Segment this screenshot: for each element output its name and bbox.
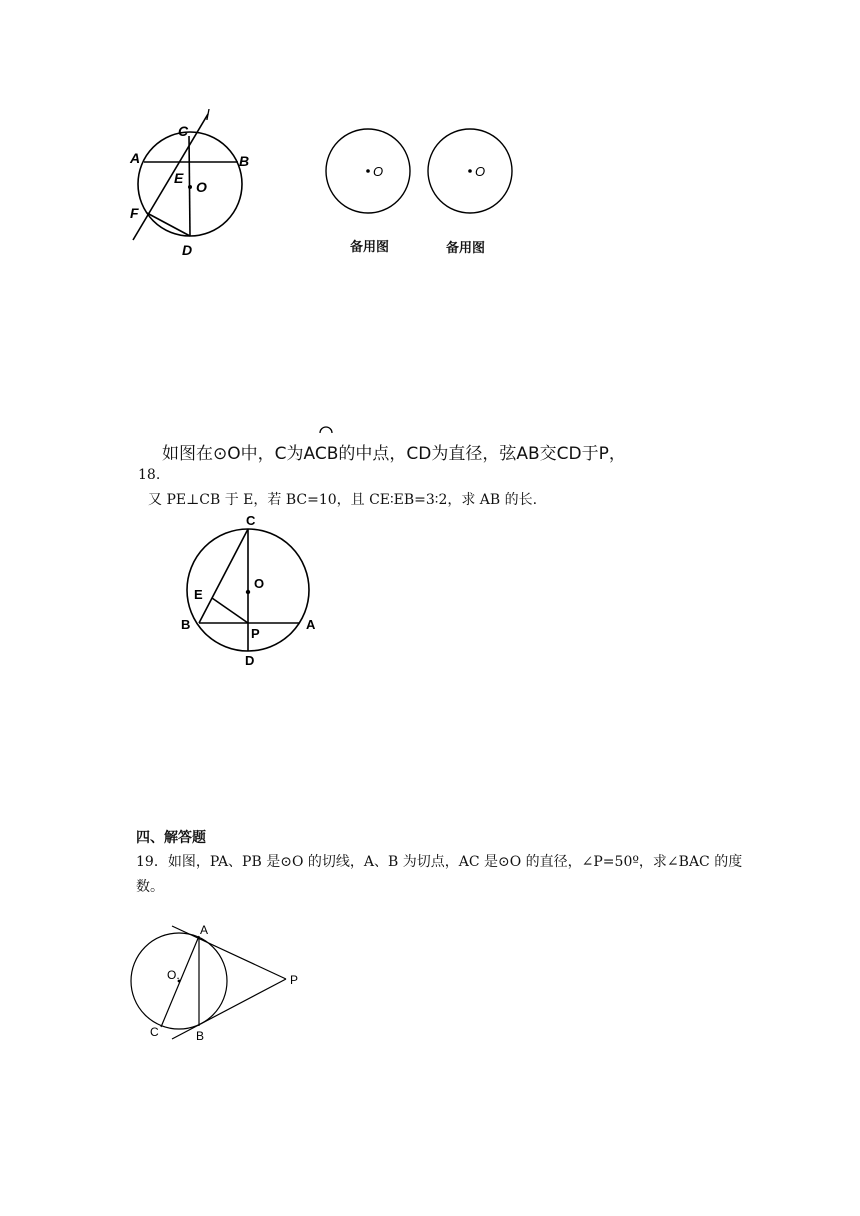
spare-caption-1: 备用图 — [350, 240, 390, 255]
center-dot — [188, 185, 192, 189]
q18-label-c: C — [246, 513, 256, 528]
q18-intro: 如图在⊙O中，C为ACB的中点，CD为直径，弦AB交CD于P， — [162, 444, 626, 464]
q18-label-b: B — [181, 617, 191, 632]
arc-mark-icon — [318, 423, 334, 435]
tangent-pb — [172, 979, 286, 1039]
label-a: A — [130, 150, 141, 166]
q19-label-a: A — [200, 923, 209, 937]
q19-text-line1: 19．如图，PA、PB 是⊙O 的切线，A、B 为切点，AC 是⊙O 的直径，∠P=50º，求∠BAC 的度 — [136, 854, 743, 870]
q18-label-d: D — [245, 653, 255, 668]
label-b: B — [239, 153, 250, 169]
section-heading: 四、解答题 — [136, 830, 206, 846]
q18-center-dot — [246, 590, 250, 594]
spare-figure-1 — [320, 128, 420, 218]
q19-label-p: P — [290, 973, 299, 987]
spare-center-label-1: O — [373, 164, 384, 179]
q18-label-a: A — [306, 617, 316, 632]
figure-q19 — [126, 920, 306, 1048]
q18-segment-pe — [212, 598, 248, 623]
spare-caption-2: 备用图 — [446, 241, 486, 256]
figure-circle-line-l — [120, 100, 260, 265]
label-l: l — [206, 107, 210, 124]
line-l — [133, 114, 208, 240]
q18-chord-bc — [199, 529, 248, 623]
label-c: C — [178, 123, 189, 139]
label-e: E — [174, 170, 184, 186]
label-f: F — [130, 205, 139, 221]
spare-figure-2 — [424, 128, 524, 218]
q19-text-line2: 数。 — [136, 879, 164, 895]
q18-number: 18. — [138, 467, 161, 483]
q18-condition: 又 PE⊥CB 于 E，若 BC=10，且 CE∶EB=3∶2，求 AB 的长. — [148, 492, 538, 508]
q19-label-o: O. — [167, 968, 180, 982]
q18-label-o: O — [254, 576, 265, 591]
label-d: D — [182, 242, 193, 258]
q18-label-e: E — [194, 587, 203, 602]
q19-label-c: C — [150, 1025, 159, 1039]
q19-label-b: B — [196, 1029, 205, 1043]
figure-q18 — [175, 508, 325, 673]
spare-center-dot-2 — [468, 169, 472, 173]
tangent-pa — [172, 926, 286, 979]
spare-center-label-2: O — [475, 164, 486, 179]
spare-center-dot-1 — [366, 169, 370, 173]
segment-fd — [147, 213, 190, 236]
q18-label-p: P — [251, 626, 260, 641]
label-o: O — [196, 179, 207, 195]
